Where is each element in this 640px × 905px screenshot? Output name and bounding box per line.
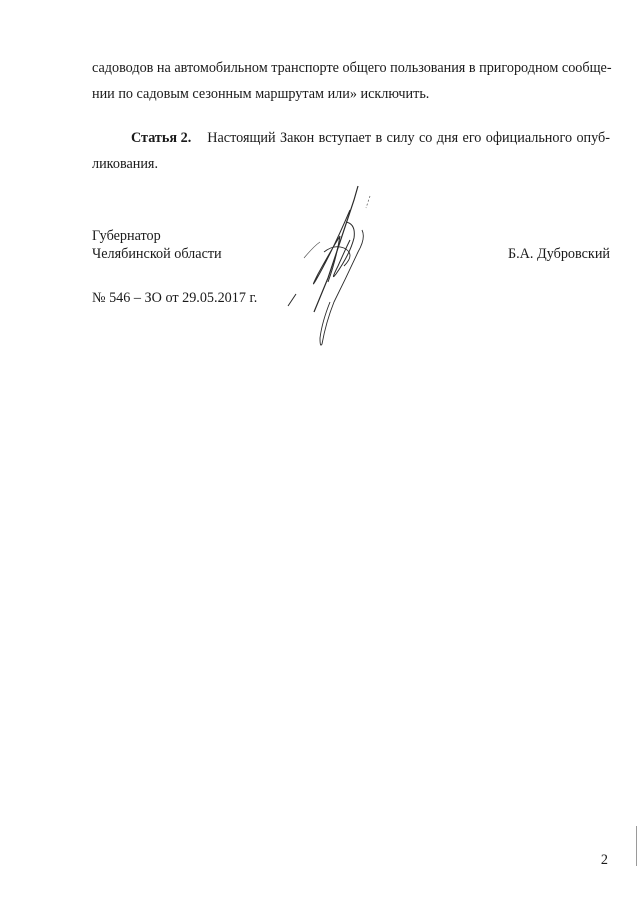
governor-title: Губернатор — [92, 228, 161, 244]
handwritten-signature — [270, 182, 400, 352]
article-text-line-1: Настоящий Закон вступает в силу со дня его официального опуб- — [207, 130, 610, 146]
scan-edge-mark — [636, 826, 637, 866]
article-label: Статья 2. — [131, 130, 192, 146]
paragraph-continuation-line-1: садоводов на автомобильном транспорте общего пользования в пригородном сообще- — [92, 60, 612, 76]
page-number: 2 — [600, 852, 608, 868]
article-2-line-1 — [131, 128, 610, 148]
paragraph-continuation-line-2: нии по садовым сезонным маршрутам или» исключить. — [92, 86, 430, 102]
law-reference: № 546 – ЗО от 29.05.2017 г. — [92, 290, 258, 306]
signer-name: Б.А. Дубровский — [507, 246, 610, 262]
article-text-line-2: ликования. — [92, 156, 159, 172]
governor-region: Челябинской области — [92, 246, 222, 262]
